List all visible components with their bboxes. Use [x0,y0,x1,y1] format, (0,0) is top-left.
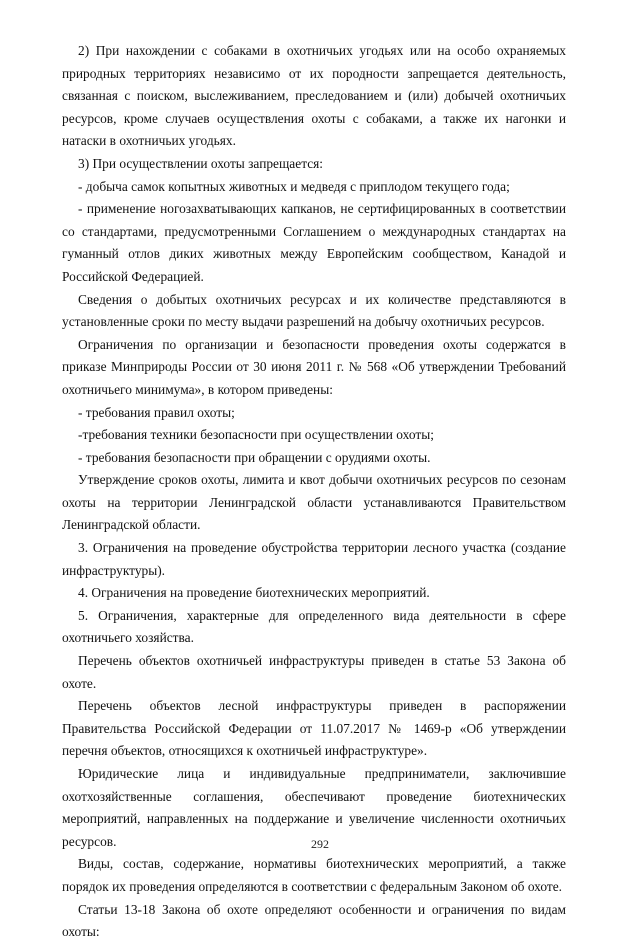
paragraph-biotech-restriction: 4. Ограничения на проведение биотехнических мероприятий. [78,585,430,601]
page-number: 292 [311,837,329,851]
paragraph-safety-order: Ограничения по организации и безопасности проведения охоты содержатся в приказе Минприроды России от 30 июня 2011 г. № 568 «Об утверждении Требований охотничьего минимума», в котором приведены: [62,336,566,397]
paragraph-biotech-standards: Виды, состав, содержание, нормативы биотехнических мероприятий, а также порядок их проведения определяются в соответствии с федеральным Законом об охоте. [62,856,566,894]
list-item-weapon-safety: - требования безопасности при обращении с орудиями охоты. [78,449,431,465]
paragraph-activity-restriction: 5. Ограничения, характерные для определенного вида деятельности в сфере охотничьего хозяйства. [62,607,566,646]
paragraph-dogs-restriction: 2) При нахождении с собаками в охотничьих угодьях или на особо охраняемых природных территориях независимо от их породности запрещается деятельность, связанная с поиском, выслеживанием, преследованием и (или) добычей охотничьих ресурсов, кроме случаев осуществления охоты с собаками, а также их нагонки и натаски в охотничьих угодьях. [62,43,566,149]
paragraph-forest-infrastructure: Перечень объектов лесной инфраструктуры приведен в распоряжении Правительства Российской Федерации от 11.07.2017 № 1469-р «Об утверждении перечня объектов, относящихся к охотничьей инфраструктуре». [62,698,566,759]
paragraph-hunting-prohibited: 3) При осуществлении охоты запрещается: [78,155,324,171]
list-item-traps-prohibition: - применение ногозахватывающих капканов, не сертифицированных в соответствии со стандартами, предусмотренными Соглашением о международных стандартах на гуманный отлов диких животных между Европейским сообществом, Канадой и Российской Федерацией. [62,201,566,284]
list-item-rules: - требования правил охоты; [78,404,235,420]
paragraph-hunting-infrastructure: Перечень объектов охотничьей инфраструктуры приведен в статье 53 Закона об охоте. [62,653,566,691]
list-item-females-prohibition: - добыча самок копытных животных и медведя с приплодом текущего года; [78,178,510,194]
document-body [62,40,566,944]
paragraph-legal-entities: Юридические лица и индивидуальные предприниматели, заключившие охотхозяйственные соглашения, обеспечивают проведение биотехнических мероприятий, направленных на поддержание и увеличение численности охотничьих ресурсов. [62,766,566,849]
paragraph-infrastructure-restriction: 3. Ограничения на проведение обустройства территории лесного участка (создание инфраструктуры). [62,540,566,578]
paragraph-reporting: Сведения о добытых охотничьих ресурсах и их количестве представляются в установленные сроки по месту выдачи разрешений на добычу охотничьих ресурсов. [62,291,566,330]
paragraph-seasons-quotas: Утверждение сроков охоты, лимита и квот добычи охотничьих ресурсов по сезонам охоты на территории Ленинградской области устанавливаются Правительством Ленинградской области. [62,472,566,533]
list-item-safety-technique: -требования техники безопасности при осуществлении охоты; [78,427,434,443]
paragraph-articles-13-18: Статьи 13-18 Закона об охоте определяют особенности и ограничения по видам охоты: [62,901,566,940]
